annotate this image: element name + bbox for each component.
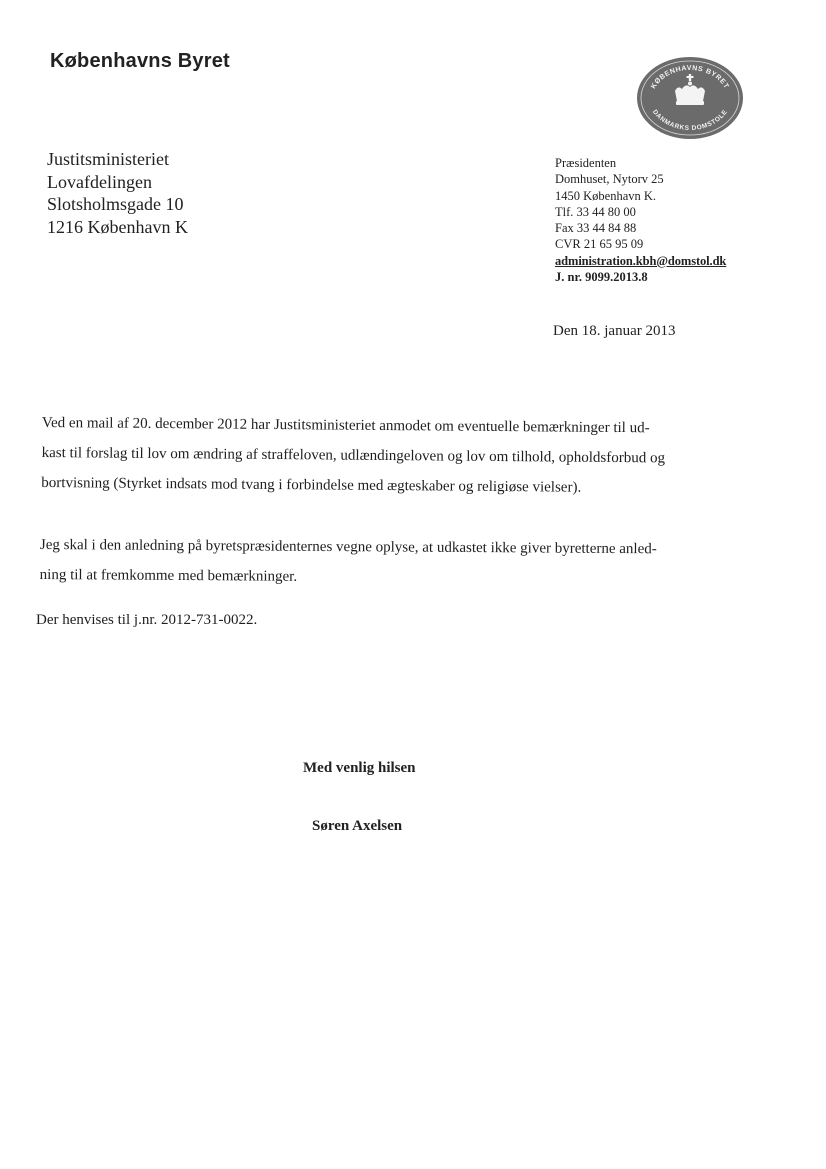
court-seal <box>636 56 744 140</box>
sender-info <box>555 155 726 285</box>
paragraph-line: bortvisning (Styrket indsats mod tvang i forbindelse med ægteskaber og religiøse vielser). <box>41 474 582 496</box>
body-paragraph-2 <box>40 530 740 595</box>
paragraph-line: kast til forslag til lov om ændring af straffeloven, udlændingeloven og lov om tilhold, opholdsforbud og <box>41 444 666 467</box>
reference-line: Der henvises til j.nr. 2012-731-0022. <box>36 612 258 628</box>
sender-cvr: CVR 21 65 95 09 <box>555 237 644 252</box>
sender-address-street: Domhuset, Nytorv 25 <box>555 172 664 187</box>
seal-top-text: KØBENHAVNS BYRET <box>650 64 730 91</box>
letter-date: Den 18. januar 2013 <box>553 323 676 339</box>
sender-address-city: 1450 København K. <box>555 188 657 203</box>
signatory-name: Søren Axelsen <box>312 818 403 834</box>
recipient-address <box>47 148 188 238</box>
recipient-line: Justitsministeriet <box>47 149 170 169</box>
sender-email-link[interactable]: administration.kbh@domstol.dk <box>555 253 727 268</box>
paragraph-line: Jeg skal i den anledning på byretspræsidenternes vegne oplyse, at udkastet ikke giver byretterne anled- <box>39 536 657 558</box>
recipient-line: Slotsholmsgade 10 <box>47 194 184 214</box>
sender-title: Præsidenten <box>555 156 617 170</box>
sender-phone: Tlf. 33 44 80 00 <box>555 204 636 219</box>
recipient-line: 1216 København K <box>47 216 188 237</box>
recipient-line: Lovafdelingen <box>47 171 152 192</box>
paragraph-line: ning til at fremkomme med bemærkninger. <box>39 566 298 585</box>
paragraph-line: Ved en mail af 20. december 2012 har Justitsministeriet anmodet om eventuelle bemærkninger til ud- <box>41 414 650 437</box>
body-paragraph-1 <box>41 408 742 504</box>
closing-greeting: Med venlig hilsen <box>303 760 416 776</box>
court-name: Københavns Byret <box>50 50 230 72</box>
sender-fax: Fax 33 44 84 88 <box>555 221 637 236</box>
journal-number: J. nr. 9099.2013.8 <box>555 270 648 285</box>
seal-bottom-text: DANMARKS DOMSTOLE <box>650 108 730 133</box>
